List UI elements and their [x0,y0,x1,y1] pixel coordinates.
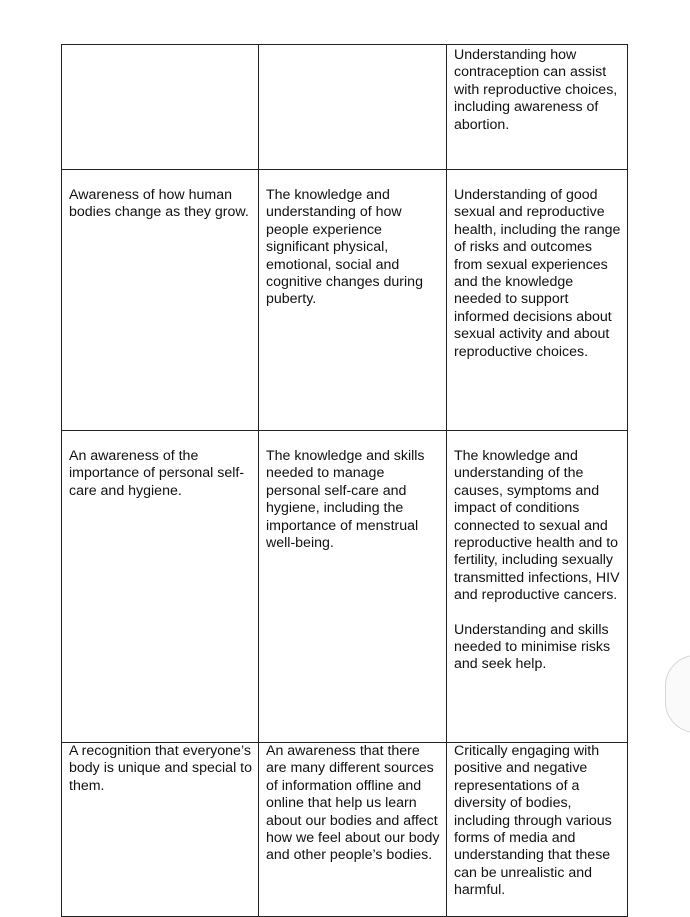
table-cell [259,743,447,917]
table-cell [62,431,259,743]
table-cell [447,45,628,170]
table-cell [62,170,259,431]
table-cell [259,45,447,170]
table-row [62,45,628,170]
table-cell [447,431,628,743]
curriculum-table [61,44,628,917]
table-cell [62,743,259,917]
cell-paragraph: Critically engaging with positive and negative representations of a diversity of bodies, including through various forms of media and understanding that these can be unrealistic and harmful. [454,743,612,899]
cell-paragraph: Understanding how contraception can assist with reproductive choices, including awareness of abortion. [454,47,618,133]
cell-paragraph: A recognition that everyone’s body is unique and special to them. [69,743,252,794]
table-row [62,170,628,431]
cell-paragraph: Understanding of good sexual and reproductive health, including the range of risks and outcomes from sexual experiences and the knowledge needed to support informed decisions about sexual activity and about reproductive choices. [454,187,621,360]
table-cell [447,743,628,917]
table-cell [259,170,447,431]
cell-paragraph: The knowledge and skills needed to manage personal self-care and hygiene, including the importance of menstrual well-being. [266,448,425,552]
table-row [62,743,628,917]
table-cell [259,431,447,743]
table-row [62,431,628,743]
cell-paragraph: The knowledge and understanding of the causes, symptoms and impact of conditions connected to sexual and reproductive health and to fertility, including sexually transmitted infections, HIV and reproductive cancers. [454,448,620,604]
cell-paragraph: Understanding and skills needed to minimise risks and seek help. [454,621,611,673]
cell-paragraph: Awareness of how human bodies change as they grow. [69,187,249,221]
cell-paragraph: An awareness that there are many different sources of information offline and online that help us learn about our bodies and affect how we feel about our body and other people’s bodies. [266,743,440,864]
page-scroll-tab[interactable] [665,655,690,733]
cell-paragraph: An awareness of the importance of personal self-care and hygiene. [69,448,245,499]
table-cell [447,170,628,431]
table-cell [62,45,259,170]
cell-paragraph: The knowledge and understanding of how people experience significant physical, emotional, social and cognitive changes during puberty. [266,187,423,308]
